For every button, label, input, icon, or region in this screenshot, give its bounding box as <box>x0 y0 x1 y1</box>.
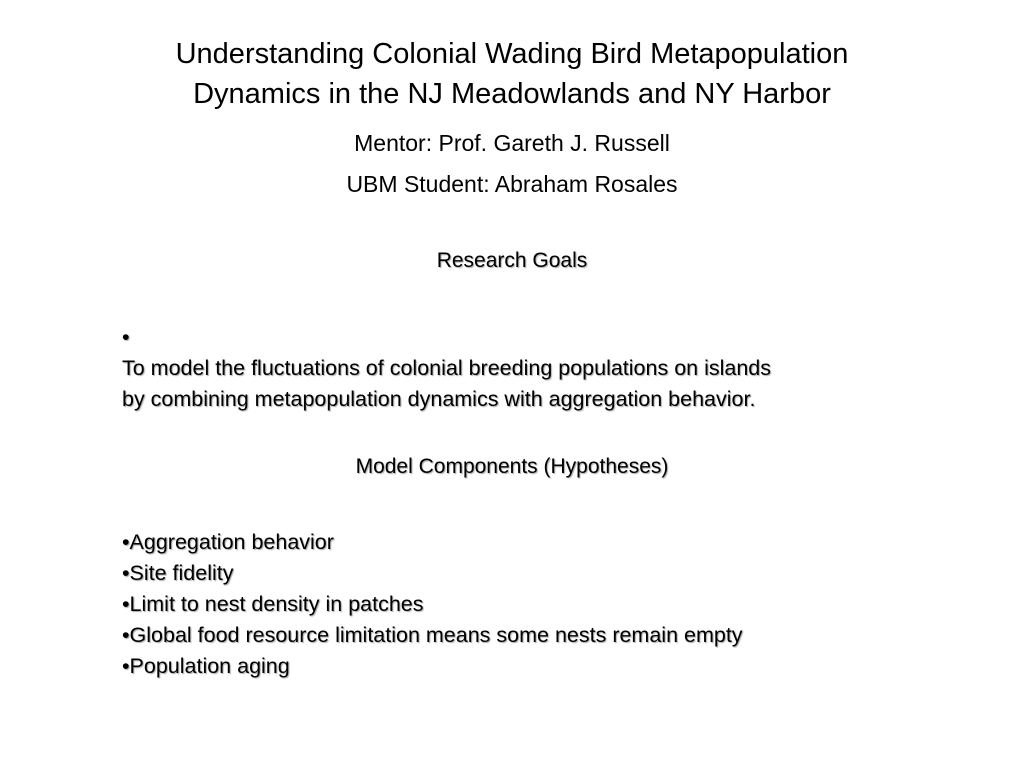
list-item <box>122 527 743 558</box>
list-item <box>122 620 743 651</box>
model-components-heading: Model Components (Hypotheses) <box>355 455 669 478</box>
research-goals-heading: Research Goals <box>436 249 588 272</box>
bullet-dot: • <box>122 325 130 349</box>
bullet-dot: • <box>122 623 130 647</box>
mentor-credit: Mentor: Prof. Gareth J. Russell <box>354 130 670 156</box>
list-item-text: Limit to nest density in patches <box>129 592 424 616</box>
list-item <box>122 558 743 589</box>
list-item <box>122 651 743 682</box>
model-components-list <box>122 527 743 682</box>
bullet-dot: • <box>122 654 130 678</box>
list-item-text: Site fidelity <box>129 561 234 585</box>
research-goal-line-2: by combining metapopulation dynamics with aggregation behavior. <box>122 387 756 411</box>
slide-title-line-1: Understanding Colonial Wading Bird Metapopulation <box>175 38 849 70</box>
bullet-dot: • <box>122 530 130 554</box>
list-item-text: Global food resource limitation means some nests remain empty <box>129 623 743 647</box>
research-goal-text-1: To model the fluctuations of colonial breeding populations on islands <box>122 356 772 380</box>
list-item <box>122 589 743 620</box>
bullet-dot: • <box>122 592 130 616</box>
list-item-text: Aggregation behavior <box>129 530 334 554</box>
student-credit: UBM Student: Abraham Rosales <box>346 171 678 197</box>
bullet-dot: • <box>122 561 130 585</box>
research-goal-line-1 <box>122 322 922 384</box>
slide-title-line-2: Dynamics in the NJ Meadowlands and NY Harbor <box>193 78 831 110</box>
list-item-text: Population aging <box>129 654 290 678</box>
research-goal-bullet <box>122 322 922 415</box>
slide-title <box>60 34 964 114</box>
